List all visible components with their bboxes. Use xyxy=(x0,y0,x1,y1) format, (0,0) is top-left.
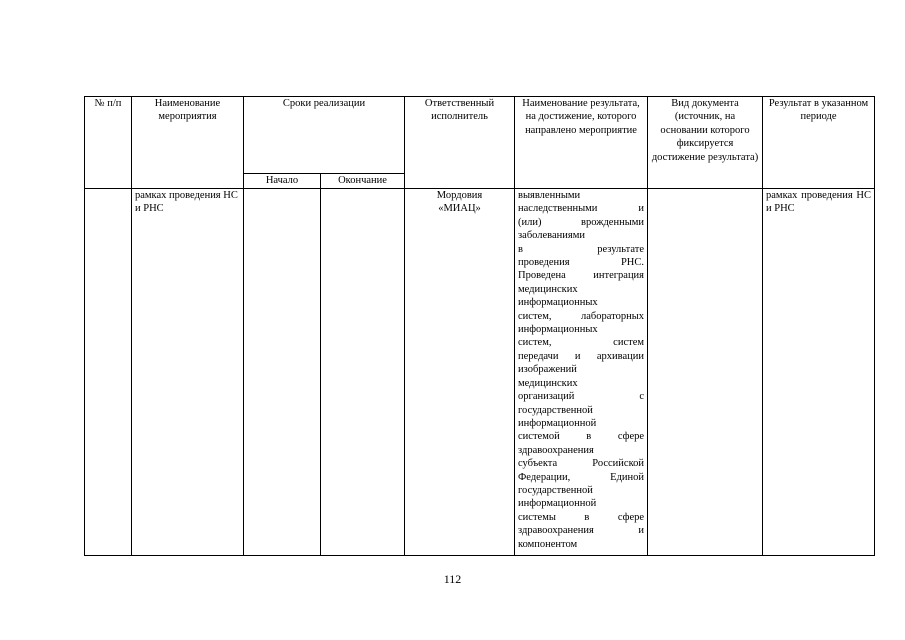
cell-period-result: рамках проведения НС и РНС xyxy=(763,189,875,556)
result-line: наследственными и xyxy=(518,203,645,215)
result-line: системы в сфере xyxy=(518,511,645,523)
plan-table xyxy=(84,96,875,556)
header-period-result: Результат в указанном периоде xyxy=(763,97,875,189)
header-doc-type: Вид документа (источник, на основании которого фиксируется достижение результата) xyxy=(648,97,763,189)
table-row xyxy=(85,189,875,556)
cell-end xyxy=(321,189,405,556)
result-line: информационной xyxy=(518,498,597,510)
result-line: информационной xyxy=(518,417,597,429)
result-line: организаций с xyxy=(518,391,645,403)
header-event-name: Наименование мероприятия xyxy=(132,97,244,189)
result-line: изображений xyxy=(518,364,577,376)
result-line: государственной xyxy=(518,484,593,496)
cell-num xyxy=(85,189,132,556)
result-line: государственной xyxy=(518,404,593,416)
header-result-name: Наименование результата, на достижение, которого направлено мероприятие xyxy=(515,97,648,189)
result-line: выявленными xyxy=(518,190,581,201)
result-line: заболеваниями xyxy=(518,230,585,242)
result-line: здравоохранения и xyxy=(518,525,645,537)
cell-event-name: рамках проведения НС и РНС xyxy=(132,189,244,556)
header-start: Начало xyxy=(244,174,321,189)
result-line: системой в сфере xyxy=(518,431,645,443)
result-line: медицинских xyxy=(518,283,578,295)
header-num: № п/п xyxy=(85,97,132,189)
header-executor: Ответственный исполнитель xyxy=(405,97,515,189)
executor-line: «МИАЦ» xyxy=(438,203,481,215)
result-line: Проведена интеграция xyxy=(518,270,645,282)
result-line: (или) врожденными xyxy=(518,216,645,228)
cell-result-name xyxy=(515,189,648,556)
result-line: систем, лабораторных xyxy=(518,310,645,322)
cell-doc-type xyxy=(648,189,763,556)
cell-start xyxy=(244,189,321,556)
result-line: передачи и архивации xyxy=(518,350,645,362)
result-line: информационных xyxy=(518,324,598,336)
result-line: компонентом xyxy=(518,538,578,550)
result-line: субъекта Российской xyxy=(518,458,645,470)
cell-executor xyxy=(405,189,515,556)
result-line: информационных xyxy=(518,297,598,309)
result-line: Федерации, Единой xyxy=(518,471,645,483)
header-end: Окончание xyxy=(321,174,405,189)
result-line: медицинских xyxy=(518,377,578,389)
result-line: проведения РНС. xyxy=(518,257,645,269)
page-number: 112 xyxy=(443,572,462,586)
result-line: в результате xyxy=(518,243,645,255)
header-row xyxy=(85,97,875,174)
executor-line: Мордовия xyxy=(436,190,483,201)
header-timeline: Сроки реализации xyxy=(244,97,405,174)
result-line: здравоохранения xyxy=(518,444,594,456)
result-line: систем, систем xyxy=(518,337,645,349)
